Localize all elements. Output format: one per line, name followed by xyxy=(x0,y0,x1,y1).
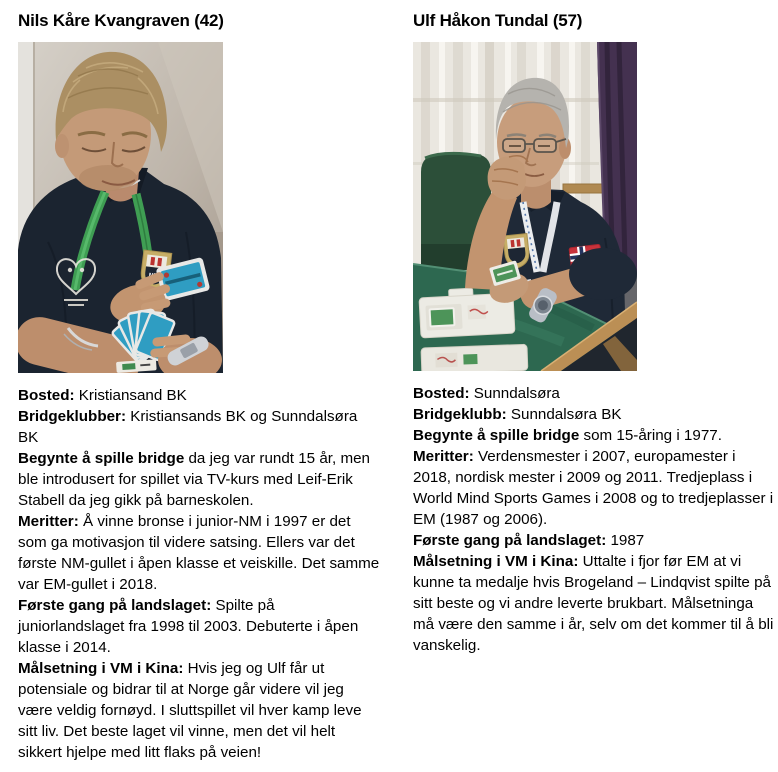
field-label: Bridgeklubb: xyxy=(413,406,507,423)
field-label: Første gang på landslaget: xyxy=(18,597,212,614)
field-label: Meritter: xyxy=(18,513,79,530)
profile-field xyxy=(413,425,776,446)
profile-field xyxy=(413,551,776,656)
field-label: Bosted: xyxy=(413,385,470,402)
field-label: Begynte å spille bridge xyxy=(18,450,185,467)
profile-field xyxy=(18,385,380,406)
profile-field xyxy=(413,383,776,404)
profile-field xyxy=(18,406,380,448)
profile-nils-kvangraven xyxy=(18,0,380,763)
bio-right xyxy=(413,383,776,656)
field-text: Sunndalsøra BK xyxy=(506,406,622,423)
duplicate-board-2 xyxy=(421,344,528,371)
field-label: Målsetning i VM i Kina: xyxy=(413,553,579,570)
profile-field xyxy=(413,404,776,425)
field-label: Begynte å spille bridge xyxy=(413,427,580,444)
profile-field xyxy=(18,448,380,511)
profile-field xyxy=(413,446,776,530)
bio-left xyxy=(18,385,380,763)
field-label: Bosted: xyxy=(18,387,75,404)
field-text: da jeg var rundt 15 år, men ble introdusert for spillet via TV-kurs med Leif-Erik Stabell da jeg gikk på barneskolen. xyxy=(18,450,371,509)
field-text: Å vinne bronse i junior-NM i 1997 er det som ga motivasjon til videre satsing. Ellers var det første NM-gullet i åpen klasse et veiskille. Det samme var EM-gullet i 2018. xyxy=(18,513,380,593)
field-text: Kristiansand BK xyxy=(74,387,187,404)
wooden-rail xyxy=(563,184,603,193)
profile-field xyxy=(18,658,380,763)
nils-kvangraven-photo xyxy=(18,42,223,373)
player-name-left: Nils Kåre Kvangraven (42) xyxy=(18,11,224,30)
ulf-tundal-photo xyxy=(413,42,637,371)
field-label: Målsetning i VM i Kina: xyxy=(18,660,184,677)
profile-ulf-tundal xyxy=(413,0,776,656)
profile-field xyxy=(18,595,380,658)
profile-field xyxy=(18,511,380,595)
field-text: Verdensmester i 2007, europamester i 2018, nordisk mester i 2009 og 2011. Tredjeplass i World Mind Sports Games i 2008 og to tredjeplasser i EM (1987 og 2006). xyxy=(413,448,774,528)
profile-field xyxy=(413,530,776,551)
field-text: Kristiansands BK og Sunndalsøra BK xyxy=(18,408,358,446)
field-label: Bridgeklubber: xyxy=(18,408,127,425)
field-text: Uttalte i fjor før EM at vi kunne ta medalje hvis Brogeland – Lindqvist spilte på sitt beste og vi andre leverte brukbart. Målsetninga må være den samme i år, selv om det kommer til å bli vanskelig. xyxy=(413,553,774,654)
field-text: Spilte på juniorlandslaget fra 1998 til 2003. Debuterte i åpen klasse i 2014. xyxy=(18,597,359,656)
field-text: Hvis jeg og Ulf får ut potensiale og bidrar til at Norge går videre vil jeg være veldig fornøyd. I sluttspillet vil hver kamp leve sitt liv. Det beste laget vil vinne, men det vil helt sikkert hjelpe med litt flaks på veien! xyxy=(18,660,362,761)
field-text: Sunndalsøra xyxy=(469,385,560,402)
field-text: 1987 xyxy=(606,532,645,549)
field-text: som 15-åring i 1977. xyxy=(579,427,722,444)
player-name-right: Ulf Håkon Tundal (57) xyxy=(413,11,583,30)
field-label: Meritter: xyxy=(413,448,474,465)
field-label: Første gang på landslaget: xyxy=(413,532,607,549)
